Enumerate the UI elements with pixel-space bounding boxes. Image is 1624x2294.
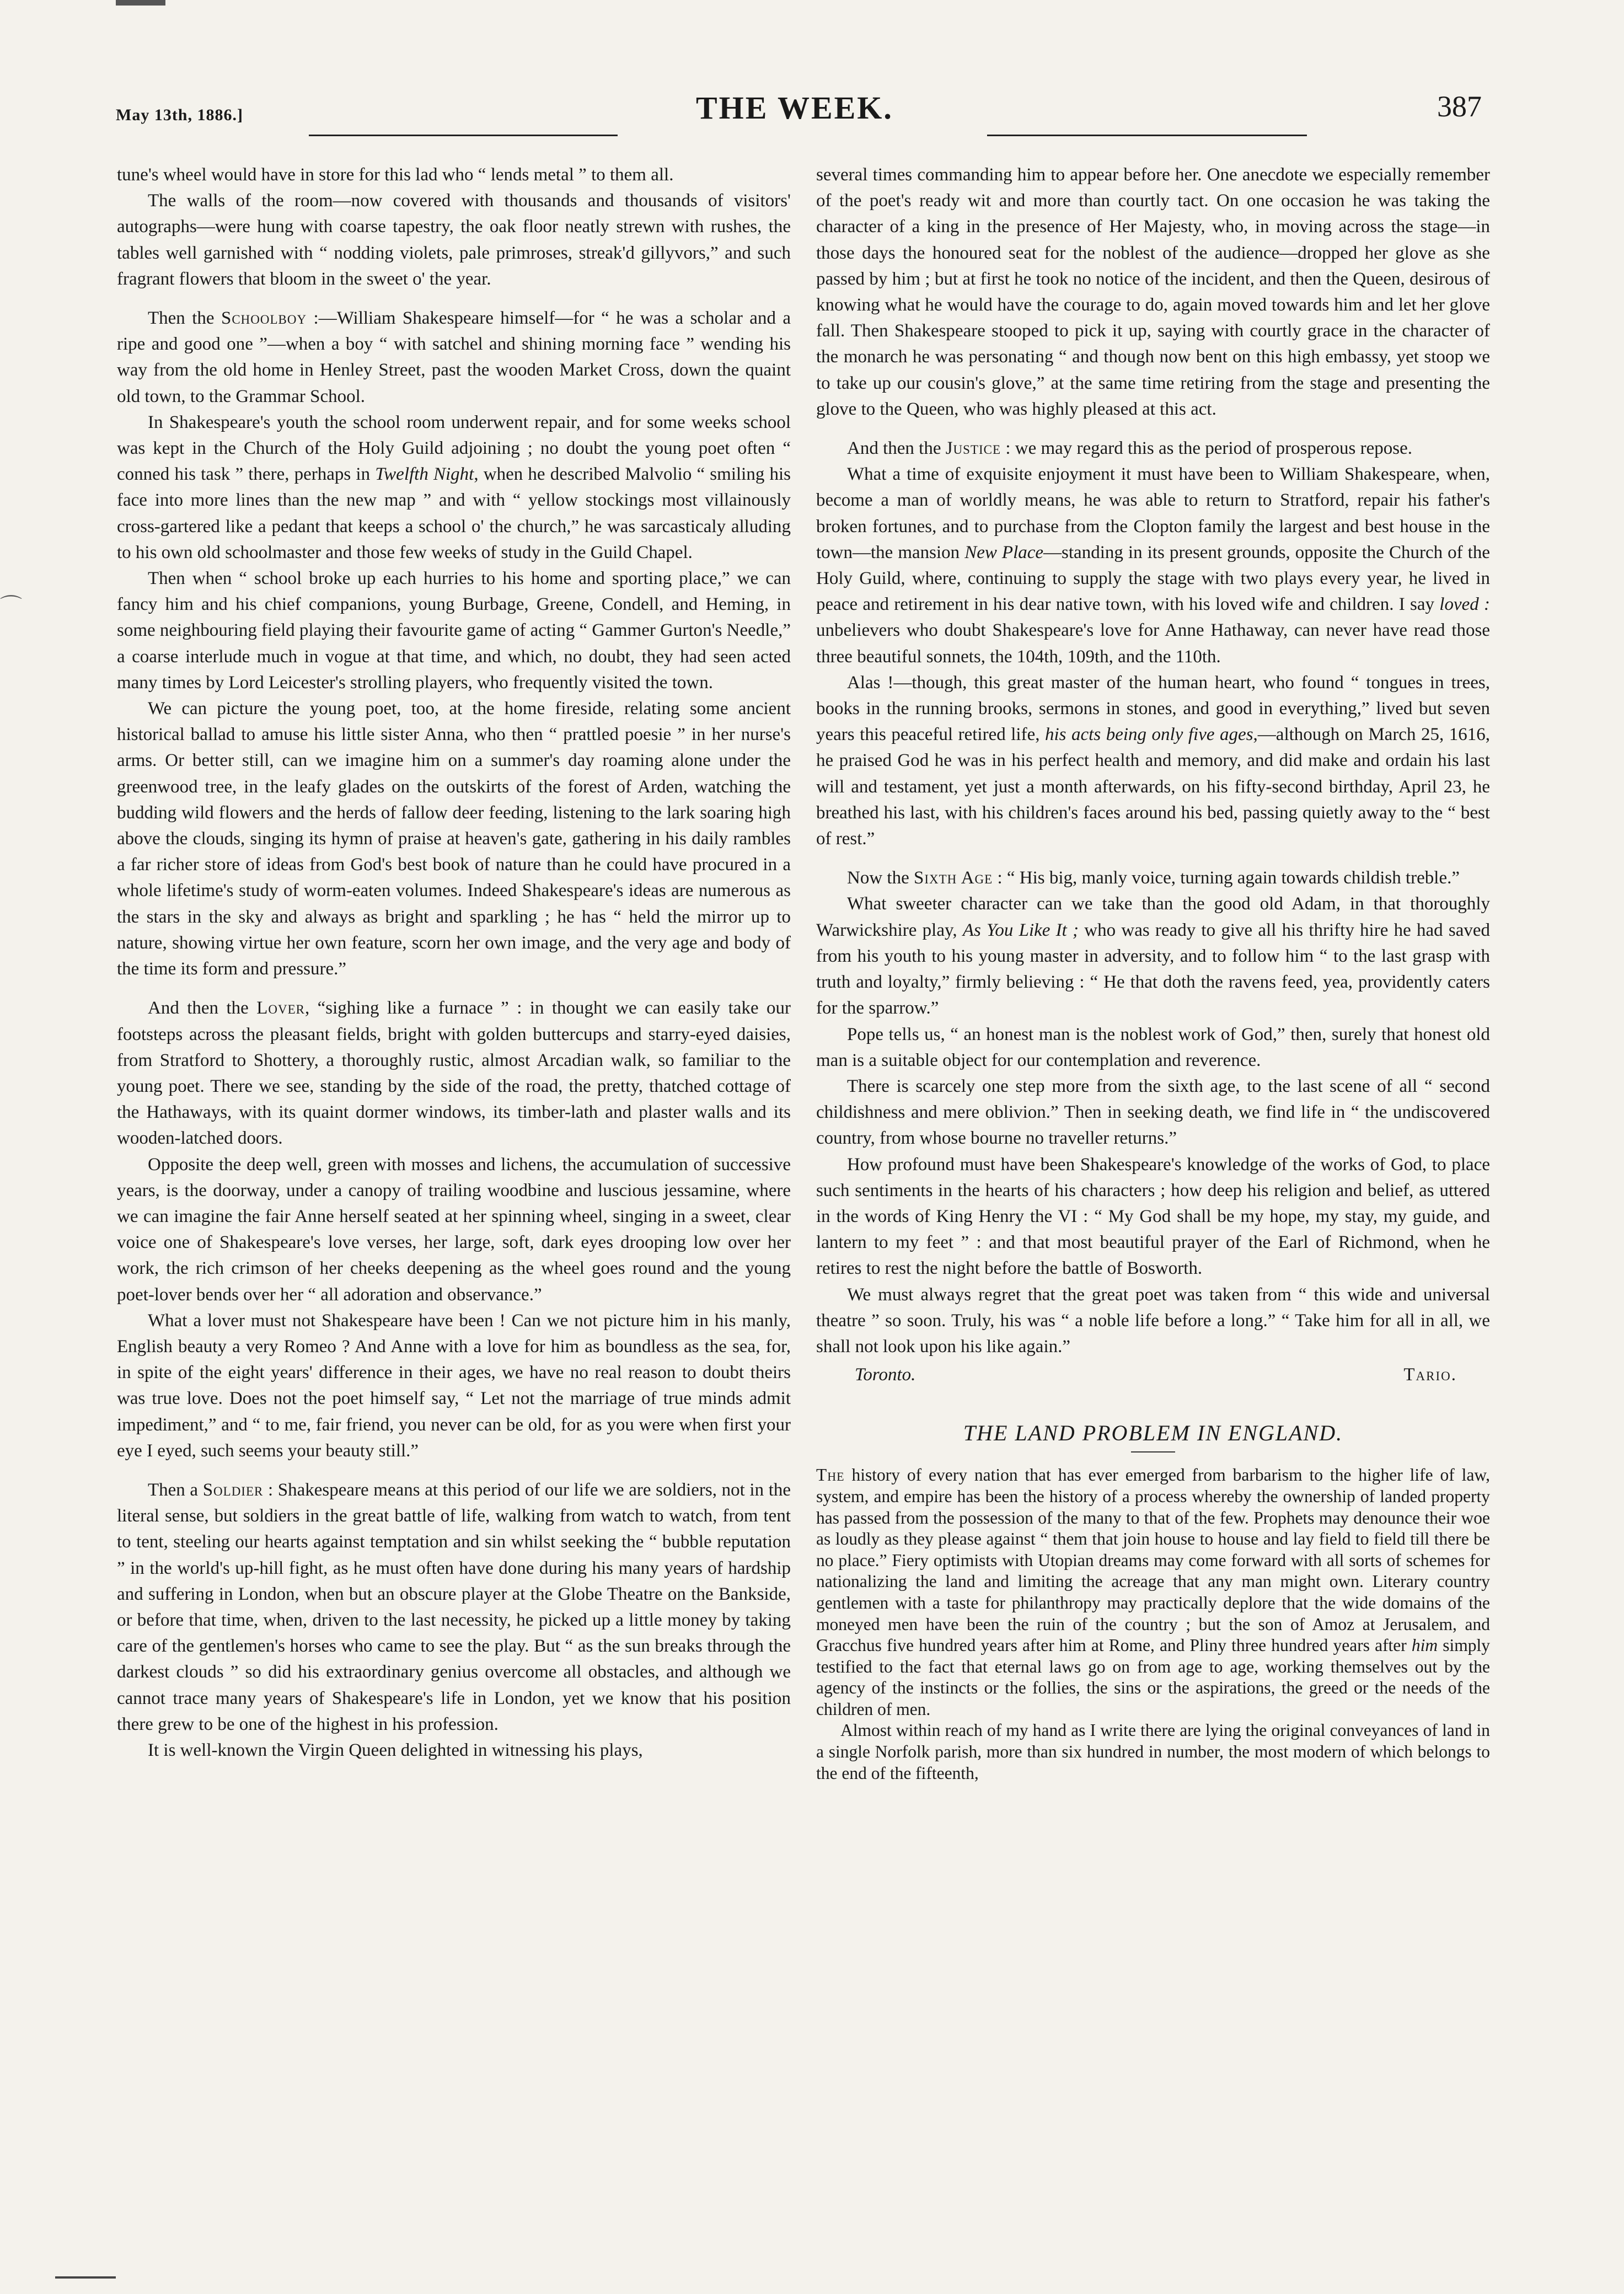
paragraph: It is well-known the Virgin Queen delighted in witnessing his plays, [148,1740,643,1760]
paragraph: The walls of the room—now covered with thousands and thousands of visitors' autographs—were hung with coarse tapestry, the oak floor neatly strewn with rushes, the tables well garnished with “ nodding violets, pale primroses, streak'd gillyvors,” and such fragrant flowers that bloom in the sweet o' the year. [117,191,791,289]
margin-mark-icon: ⌒ [0,594,22,619]
paragraph: tune's wheel would have in store for this lad who “ lends metal ” to them all. [117,165,674,185]
paragraph: We must always regret that the great poet was taken from “ this wide and universal theatre ” so soon. Truly, his was “ a noble life before a long.” “ Take him for all in all, we shall not look upon his like again.” [816,1284,1490,1357]
paragraph: The history of every nation that has ever emerged from barbarism to the higher life of law, system, and empire has been the history of a process whereby the ownership of landed property has passed from the possession of the many to that of the few. Prophets may denounce their woe as loudly as they please against “ them that join house to house and lay field to field till there be no place.” Fiery optimists with Utopian dreams may come forward with all sorts of schemes for nationalizing the land and limiting the acreage that any man might own. Literary country gentlemen with a taste for philanthropy may practically deplore that the wide domains of the moneyed men have been the ruin of the country ; but the son of Amoz at Jerusalem, and Gracchus five hundred years after him at Rome, and Pliny three hundred years after him simply testified to the fact that eternal laws go on from age to age, working themselves out by the agency of the instincts or the follies, the sins or the aspirations, the greed or the needs of the children of men. [816,1465,1490,1719]
header-rule-left [309,135,618,136]
right-column [816,162,1490,1784]
paragraph: How profound must have been Shakespeare's knowledge of the works of God, to place such sentiments in the hearts of his characters ; how deep his religion and belief, as uttered in the words of King Henry the VI : “ My God shall be my hope, my stay, my guide, and lantern to my feet ” : and that most beautiful prayer of the Earl of Richmond, when he retires to rest the night before the battle of Bosworth. [816,1154,1490,1279]
signature-name: Tario. [1403,1365,1457,1385]
paragraph: In Shakespeare's youth the school room underwent repair, and for some weeks school was kept in the Church of the Holy Guild adjoining ; no doubt the young poet often “ conned his task ” there, perhaps in Twelfth Night, when he described Malvolio “ smiling his face into more lines than the new map ” and with “ yellow stockings most villainously cross-gartered like a pedant that keeps a school o' the church,” he was sarcasticaly alluding to his own old schoolmaster and those few weeks of study in the Guild Chapel. [117,412,791,562]
paragraph: There is scarcely one step more from the sixth age, to the last scene of all “ second childishness and mere oblivion.” Then in seeking death, we find life in “ the undiscovered country, from whose bourne no traveller returns.” [816,1076,1490,1149]
section-title: THE LAND PROBLEM IN ENGLAND. [963,1421,1343,1446]
play-title: Twelfth Night [375,464,474,485]
paragraph: Pope tells us, “ an honest man is the noblest work of God,” then, surely that honest old man is a suitable object for our contemplation and reverence. [816,1024,1490,1070]
publication-title: THE WEEK. [696,90,893,126]
age-label-justice: Justice [945,438,1001,459]
page-number: 387 [1437,90,1482,123]
paragraph: Almost within reach of my hand as I write there are lying the original conveyances of land in a single Norfolk parish, more than six hundred in number, the most modern of which belongs to the end of the fifteenth, [816,1721,1490,1783]
age-label-schoolboy: Schoolboy [221,308,307,329]
paragraph-schoolboy: Then the Schoolboy :—William Shakespeare himself—for “ he was a scholar and a ripe and good one ”—when a boy “ with satchel and shining morning face ” wending his way from the old home in Henley Street, past the wooden Market Cross, down the quaint old town, to the Grammar School. [117,308,791,406]
section-divider [1131,1451,1175,1452]
paragraph-justice: And then the Justice : we may regard this as the period of prosperous repose. [847,438,1413,459]
bottom-edge-mark [55,2276,116,2279]
paragraph-lover: And then the Lover, “sighing like a furnace ” : in thought we can easily take our footsteps across the pleasant fields, bright with golden buttercups and starry-eyed daisies, from Stratford to Shottery, a thoroughly rustic, almost Arcadian walk, so familiar to the young poet. There we see, standing by the side of the road, the pretty, thatched cottage of the Hathaways, with its quaint dormer windows, its timber-lath and plaster walls and its wooden-latched doors. [117,998,791,1149]
age-label-soldier: Soldier [202,1480,264,1500]
paragraph: several times commanding him to appear before her. One anecdote we especially remember of the poet's ready wit and more than courtly tact. On one occasion he was taking the character of a king in the presence of Her Majesty, who, in moving across the stage—in those days the honoured seat for the noblest of the audience—dropped her glove as she passed by him ; but at first he took no notice of the incident, and then the Queen, desirous of knowing what he would have the courage to do, again moved towards him and let her glove fall. Then Shakespeare stooped to pick it up, saying with courtly grace in the character of the monarch he was personating “ and though now bent on this high embassy, yet stoop we to take up our cousin's glove,” at the same time retiring from the stage and presenting the glove to the Queen, who was highly pleased at this act. [816,165,1490,419]
paragraph-soldier: Then a Soldier : Shakespeare means at this period of our life we are soldiers, not in the literal sense, but soldiers in the great battle of life, walking from watch to watch, from tent to tent, steeling our hearts against temptation and sin whilst seeking the “ bubble reputation ” in the world's up-hill fight, as he must often have done during his many years of hardship and suffering in London, when but an obscure player at the Globe Theatre on the Bankside, or before that time, when, driven to the last necessity, he picked up a little money by taking care of the gentlemen's horses who came to see the play. But “ as the sun breaks through the darkest clouds ” so did his extraordinary genius overcome all obstacles, and although we cannot trace many years of Shakespeare's life in London, yet we know that his position there grew to be one of the highest in his profession. [117,1480,791,1734]
left-column [117,162,791,1764]
paragraph: Then when “ school broke up each hurries to his home and sporting place,” we can fancy him and his chief companions, young Burbage, Greene, Condell, and Heming, in some neighbouring field playing their favourite game of acting “ Gammer Gurton's Needle,” a coarse interlude much in vogue at that time, and which, no doubt, they had seen acted many times by Lord Leicester's strolling players, who frequently visited the town. [117,569,791,693]
land-problem-article [816,1465,1490,1784]
paragraph: What a time of exquisite enjoyment it must have been to William Shakespeare, when, become a man of worldly means, he was able to return to Stratford, repair his father's broken fortunes, and to purchase from the Clopton family the largest and best house in the town—the mansion New Place—standing in its present grounds, opposite the Church of the Holy Guild, where, continuing to supply the stage with two plays every year, he lived in peace and retirement in his dear native town, with his loved wife and children. I say loved : unbelievers who doubt Shakespeare's love for Anne Hathaway, can never have read those three beautiful sonnets, the 104th, 109th, and the 110th. [816,464,1490,667]
paragraph: What sweeter character can we take than the good old Adam, in that thoroughly Warwickshire play, As You Like It ; who was ready to give all his thrifty hire he had saved from his youth to his young master in adversity, and to follow him “ to the last grasp with truth and loyalty,” firmly believing : “ He that doth the ravens feed, yea, providently caters for the sparrow.” [816,894,1490,1019]
signature-place: Toronto. [855,1365,916,1385]
paragraph-sixth-age: Now the Sixth Age : “ His big, manly voice, turning again towards childish treble.” [847,868,1460,888]
header-rule-right [987,135,1307,136]
age-label-sixth-age: Sixth Age [913,868,993,888]
paragraph: What a lover must not Shakespeare have been ! Can we not picture him in his manly, English beauty a very Romeo ? And Anne with a love for him as boundless as the sea, for, in spite of the eight years' difference in their ages, we have no real reason to doubt theirs was true love. Does not the poet himself say, “ Let not the marriage of true minds admit impediment,” and “ to me, fair friend, you never can be old, for as you were when first your eye I eyed, such seems your beauty still.” [117,1310,791,1461]
top-edge-mark [116,0,165,6]
play-title: As You Like It ; [962,920,1079,940]
paragraph: We can picture the young poet, too, at the home fireside, relating some ancient historical ballad to amuse his little sister Anna, who then “ prattled poesie ” in her nurse's arms. Or better still, can we imagine him on a summer's day roaming alone under the greenwood tree, in the leafy glades on the outskirts of the forest of Arden, watching the budding wild flowers and the herds of fallow deer feeding, listening to the lark soaring high above the clouds, singing its hymn of praise at heaven's gate, gathering in his daily rambles a far richer store of ideas from God's best book of nature than he could have procured in a whole lifetime's study of worm-eaten volumes. Indeed Shakespeare's ideas are numerous as the stars in the sky and always as bright and sparkling ; he has “ held the mirror up to nature, showing virtue her own feature, scorn her own image, and the very age and body of the time its form and pressure.” [117,699,791,979]
age-label-lover: Lover [256,998,305,1019]
paragraph: Opposite the deep well, green with mosses and lichens, the accumulation of successive years, is the doorway, under a canopy of trailing woodbine and luscious jessamine, where we can imagine the fair Anne herself seated at her spinning wheel, singing in a sweet, clear voice one of Shakespeare's love verses, her large, soft, dark eyes drooping low over her work, the rich crimson of her cheeks deepening as the wheel goes round and the young poet-lover bends over her “ all adoration and observance.” [117,1154,791,1305]
header-date: May 13th, 1886.] [116,106,243,124]
paragraph: Alas !—though, this great master of the human heart, who found “ tongues in trees, books in the running brooks, sermons in stones, and good in everything,” lived but seven years this peaceful retired life, his acts being only five ages,—although on March 25, 1616, he praised God he was in his perfect health and memory, and did make and ordain his last will and testament, yet just a month afterwards, on his fifty-second birthday, April 23, he breathed his last, with his children's faces around his bed, passing quietly away to the “ best of rest.” [816,672,1490,849]
signature-line [816,1362,1490,1388]
